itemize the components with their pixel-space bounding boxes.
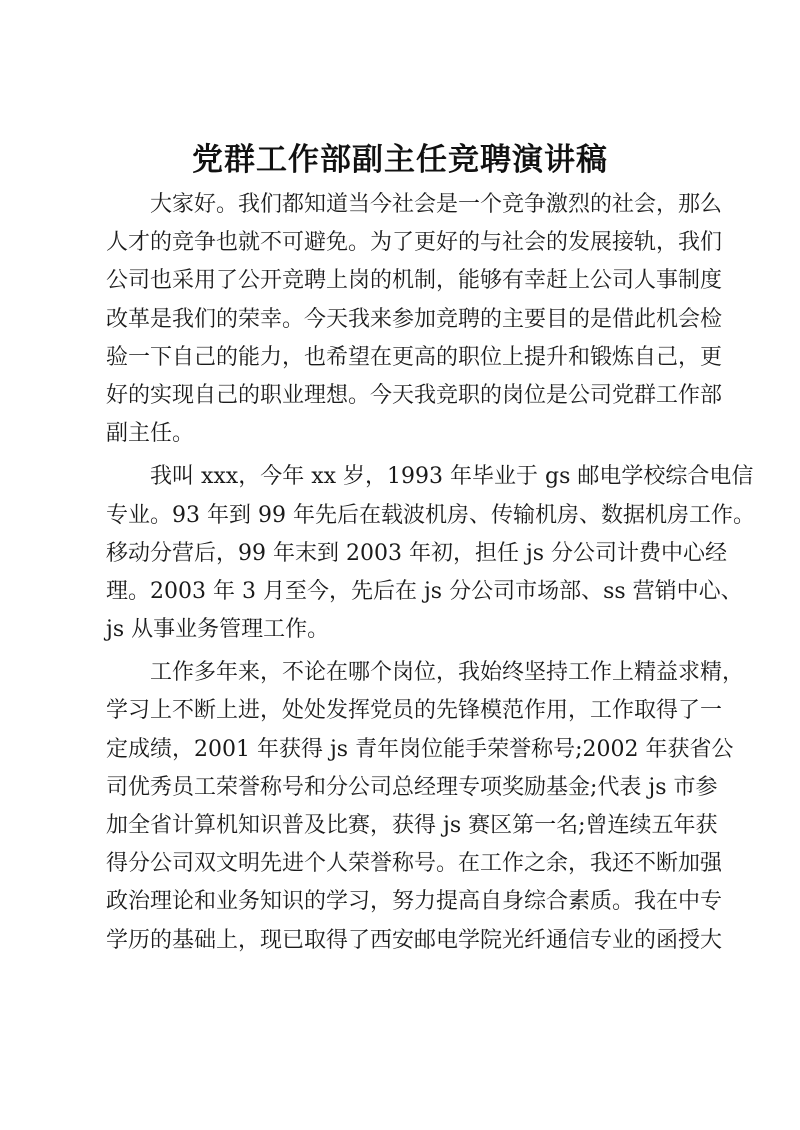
text-line: 大家好。我们都知道当今社会是一个竞争激烈的社会，那么 xyxy=(150,192,723,217)
text-line: 学历的基础上，现已取得了西安邮电学院光纤通信专业的函授大 xyxy=(106,927,723,953)
text-line: 移动分营后，99 年末到 2003 年初，担任 js 分公司计费中心经 xyxy=(106,540,728,566)
text-line: 公司也采用了公开竞聘上岗的机制，能够有幸赶上公司人事制度 xyxy=(106,268,723,294)
text-line: 工作多年来，不论在哪个岗位，我始终坚持工作上精益求精， xyxy=(150,660,745,686)
text-line: 司优秀员工荣誉称号和分公司总经理专项奖励基金;代表 js 市参 xyxy=(106,774,718,800)
text-line: 我叫 xxx，今年 xx 岁，1993 年毕业于 gs 邮电学校综合电信 xyxy=(150,464,754,490)
text-line: 专业。93 年到 99 年先后在载波机房、传输机房、数据机房工作。 xyxy=(106,502,755,528)
text-line: 学习上不断上进，处处发挥党员的先锋模范作用，工作取得了一 xyxy=(106,698,723,724)
paragraph xyxy=(106,654,745,960)
text-line: 人才的竞争也就不可避免。为了更好的与社会的发展接轨，我们 xyxy=(106,230,723,256)
document-title: 党群工作部副主任竞聘演讲稿 xyxy=(192,142,608,178)
text-line: 好的实现自己的职业理想。今天我竞职的岗位是公司党群工作部 xyxy=(106,382,723,408)
paragraph xyxy=(106,186,723,453)
text-line: 副主任。 xyxy=(106,421,195,447)
text-line: 政治理论和业务知识的学习，努力提高自身综合素质。我在中专 xyxy=(106,889,723,915)
text-line: js 从事业务管理工作。 xyxy=(106,617,330,643)
text-line: 验一下自己的能力，也希望在更高的职位上提升和锻炼自己，更 xyxy=(106,344,723,370)
paragraph xyxy=(106,458,755,649)
text-line: 定成绩，2001 年获得 js 青年岗位能手荣誉称号;2002 年获省公 xyxy=(106,736,734,762)
text-line: 改革是我们的荣幸。今天我来参加竞聘的主要目的是借此机会检 xyxy=(106,306,723,332)
text-line: 加全省计算机知识普及比赛，获得 js 赛区第一名;曾连续五年获 xyxy=(106,813,718,838)
document-body xyxy=(106,186,755,960)
text-line: 理。2003 年 3 月至今，先后在 js 分公司市场部、ss 营销中心、 xyxy=(106,578,743,604)
text-line: 得分公司双文明先进个人荣誉称号。在工作之余，我还不断加强 xyxy=(106,851,723,877)
